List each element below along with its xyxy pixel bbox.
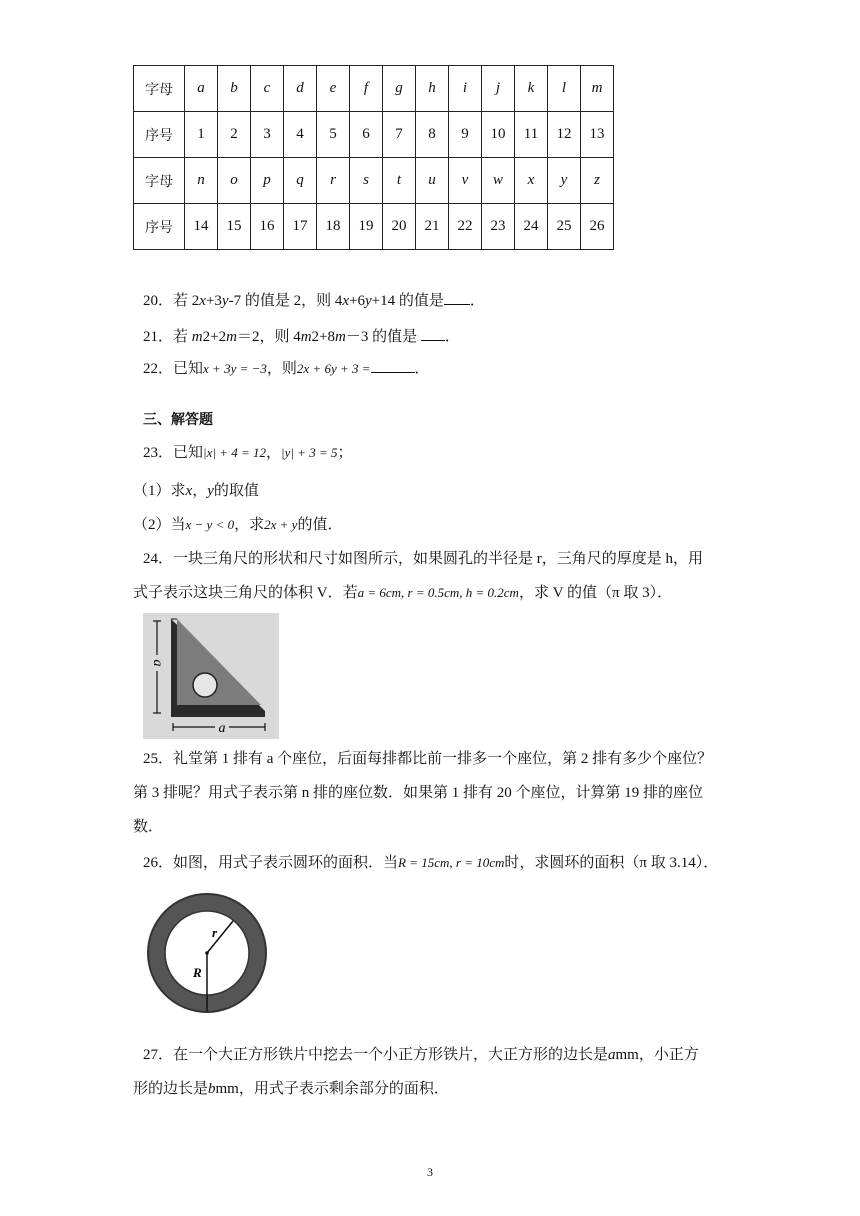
page-number: 3 [427, 1165, 433, 1179]
q21-number: 21． [143, 329, 174, 345]
q21-var: m [300, 329, 312, 345]
table-cell: 23 [482, 204, 515, 250]
q23-text: 已知 [173, 445, 204, 461]
q21-var: m [335, 329, 346, 345]
q23-number: 23． [143, 445, 174, 461]
q22-equation: 2x + 6y + 3 = [296, 361, 371, 376]
table-cell: 16 [251, 204, 284, 250]
q23-2-text: 的值． [297, 517, 343, 533]
q23-2-equation: x − y < 0 [185, 517, 235, 532]
table-cell: i [449, 66, 482, 112]
q23-1-var: x [185, 483, 193, 499]
table-cell: z [581, 158, 614, 204]
table-cell: w [482, 158, 515, 204]
table-row [134, 66, 614, 112]
q22-number: 22． [143, 361, 174, 377]
ring-figure [145, 891, 269, 1015]
table-row [134, 112, 614, 158]
table-cell: q [284, 158, 317, 204]
q21-text: ＝2，则 4 [236, 329, 301, 345]
table-cell: s [350, 158, 383, 204]
q23-1-text: （1）求 [133, 483, 186, 499]
label-R: R [193, 965, 202, 980]
table-cell: 12 [548, 112, 581, 158]
q20-var: x [199, 293, 206, 309]
table-cell: 24 [515, 204, 548, 250]
q24-text: 式子表示这块三角尺的体积 V．若 [133, 585, 358, 601]
q27-var: b [208, 1081, 216, 1097]
q20-text: +3 [205, 293, 222, 309]
table-cell: 9 [449, 112, 482, 158]
q26-text: 26．如图，用式子表示圆环的面积．当 [143, 855, 399, 871]
table-cell: 17 [284, 204, 317, 250]
row-header: 字母 [134, 66, 185, 112]
q20-text: 若 2 [173, 293, 200, 309]
table-cell: 18 [317, 204, 350, 250]
table-cell: 5 [317, 112, 350, 158]
q23-2-text: （2）当 [133, 517, 186, 533]
q23-text: ， [266, 445, 282, 461]
table-cell: 6 [350, 112, 383, 158]
label-a-bottom: a [218, 721, 226, 736]
table-row [134, 204, 614, 250]
triangle-ruler-figure [143, 613, 279, 739]
table-cell: a [185, 66, 218, 112]
q23-2-text: ，求 [234, 517, 265, 533]
table-cell: 14 [185, 204, 218, 250]
table-cell: 2 [218, 112, 251, 158]
question-27-line-2 [133, 1079, 449, 1099]
q20-number: 20． [143, 293, 174, 309]
table-cell: t [383, 158, 416, 204]
q27-text: mm，用式子表示剩余部分的面积． [215, 1081, 449, 1097]
question-20 [143, 290, 485, 311]
table-cell: v [449, 158, 482, 204]
table-cell: m [581, 66, 614, 112]
q23-text: ； [337, 445, 353, 461]
q20-var: y [364, 293, 372, 309]
table-cell: l [548, 66, 581, 112]
table-cell: 15 [218, 204, 251, 250]
q20-var: x [342, 293, 350, 309]
q21-text: ． [444, 329, 460, 345]
table-cell: e [317, 66, 350, 112]
question-23-part-2 [133, 515, 342, 535]
question-23-part-1 [133, 481, 259, 501]
table-cell: u [416, 158, 449, 204]
q21-text: 2+2 [202, 329, 227, 345]
label-a-side: a [149, 659, 165, 667]
q21-text: －3 的值是 [345, 329, 421, 345]
q23-2-equation: 2x + y [264, 517, 298, 532]
q21-var: m [226, 329, 237, 345]
table-cell: 25 [548, 204, 581, 250]
question-25-line-1: 25．礼堂第 1 排有 a 个座位，后面每排都比前一排多一个座位，第 2 排有多少个座位？ [143, 751, 713, 767]
table-cell: j [482, 66, 515, 112]
question-26 [143, 853, 718, 873]
table-cell: o [218, 158, 251, 204]
q27-text: 27．在一个大正方形铁片中挖去一个小正方形铁片，大正方形的边长是 [143, 1047, 609, 1063]
table-cell: 3 [251, 112, 284, 158]
q24-equation: a = 6cm, r = 0.5cm, h = 0.2cm [357, 585, 519, 600]
table-cell: 19 [350, 204, 383, 250]
q21-var: m [191, 329, 203, 345]
q23-1-text: ， [192, 483, 208, 499]
table-cell: 20 [383, 204, 416, 250]
row-header: 序号 [134, 204, 185, 250]
q27-var: a [608, 1047, 616, 1063]
q21-text: 2+8 [311, 329, 336, 345]
section-header: 三、解答题 [143, 412, 213, 428]
q22-text: 已知 [173, 361, 204, 377]
q24-text: ，求 V 的值（π 取 3）． [518, 585, 673, 601]
table-row [134, 158, 614, 204]
question-22 [143, 358, 430, 379]
table-cell: n [185, 158, 218, 204]
q20-text: -7 的值是 2，则 4 [228, 293, 343, 309]
table-cell: p [251, 158, 284, 204]
table-cell: 13 [581, 112, 614, 158]
table-cell: h [416, 66, 449, 112]
q23-equation: |y| + 3 = 5 [281, 445, 338, 460]
table-cell: b [218, 66, 251, 112]
table-cell: 11 [515, 112, 548, 158]
table-cell: y [548, 158, 581, 204]
table-cell: 22 [449, 204, 482, 250]
q20-text: +6 [349, 293, 365, 309]
question-21 [143, 326, 460, 347]
question-24-line-2 [133, 583, 672, 603]
center-point [205, 951, 209, 955]
table-cell: 8 [416, 112, 449, 158]
q27-text: 形的边长是 [133, 1081, 209, 1097]
table-cell: 21 [416, 204, 449, 250]
table-cell: r [317, 158, 350, 204]
q22-text: ． [414, 361, 430, 377]
table-cell: f [350, 66, 383, 112]
q22-equation: x + 3y = −3 [203, 361, 267, 376]
table-cell: 4 [284, 112, 317, 158]
table-cell: 26 [581, 204, 614, 250]
q20-var: y [221, 293, 229, 309]
q23-1-text: 的取值 [213, 483, 259, 499]
question-27-line-1 [143, 1045, 699, 1065]
q26-equation: R = 15cm, r = 10cm [398, 855, 505, 870]
answer-blank [371, 358, 415, 373]
question-23 [143, 443, 353, 463]
q27-text: mm，小正方 [615, 1047, 699, 1063]
table-cell: k [515, 66, 548, 112]
question-25-line-3: 数． [133, 819, 164, 835]
row-header: 序号 [134, 112, 185, 158]
letter-number-table [133, 65, 614, 250]
q21-text: 若 [173, 329, 192, 345]
answer-blank [421, 326, 445, 341]
table-cell: 1 [185, 112, 218, 158]
question-25-line-2: 第 3 排呢？用式子表示第 n 排的座位数．如果第 1 排有 20 个座位，计算第 19 排的座位 [133, 785, 704, 801]
table-cell: x [515, 158, 548, 204]
q22-text: ，则 [266, 361, 297, 377]
table-cell: d [284, 66, 317, 112]
table-cell: 10 [482, 112, 515, 158]
q20-text: +14 的值是 [371, 293, 444, 309]
row-header: 字母 [134, 158, 185, 204]
label-r: r [212, 925, 218, 940]
q23-1-var: y [207, 483, 214, 499]
table-cell: g [383, 66, 416, 112]
q20-text: ． [469, 293, 485, 309]
circle-hole [193, 673, 217, 697]
answer-blank [444, 290, 470, 305]
q23-equation: |x| + 4 = 12 [203, 445, 266, 460]
table-cell: 7 [383, 112, 416, 158]
question-24-line-1: 24．一块三角尺的形状和尺寸如图所示，如果圆孔的半径是 r，三角尺的厚度是 h，用 [143, 551, 703, 567]
q26-text: 时，求圆环的面积（π 取 3.14）． [504, 855, 719, 871]
table-cell: c [251, 66, 284, 112]
